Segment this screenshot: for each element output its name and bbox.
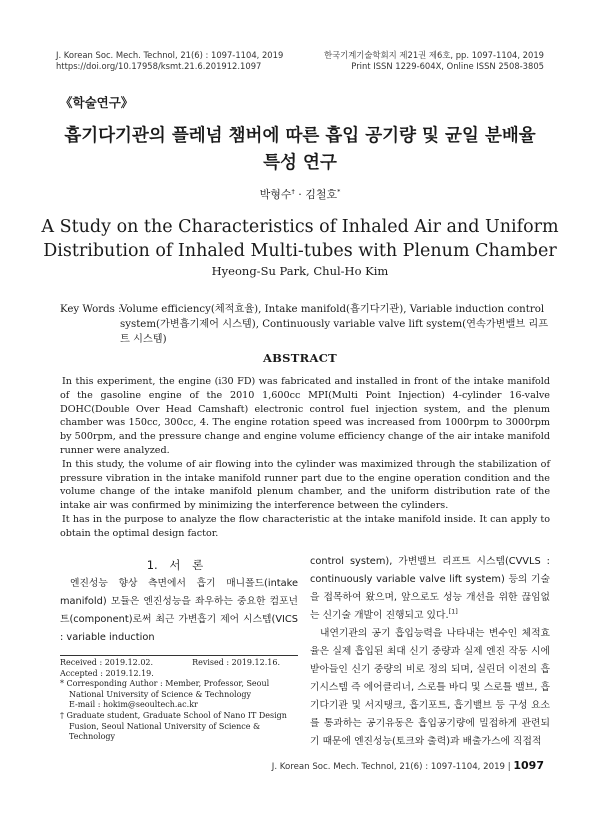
received-revised-row bbox=[60, 658, 298, 669]
journal-header-right bbox=[324, 50, 544, 72]
section-tag: 《학술연구》 bbox=[60, 95, 134, 110]
footer-divider: | bbox=[505, 762, 514, 772]
corresponding-author-note: * Corresponding Author : Member, Professor, Seoul National University of Science & Technology bbox=[60, 679, 270, 699]
accepted-date: Accepted : 2019.12.19. bbox=[60, 668, 154, 678]
english-title bbox=[40, 215, 560, 263]
footnote-divider bbox=[60, 655, 298, 656]
issn-info: Print ISSN 1229-604X, Online ISSN 2508-3805 bbox=[351, 61, 544, 71]
body-paragraph bbox=[310, 553, 550, 625]
english-title-line2: Distribution of Inhaled Multi-tubes with Plenum Chamber bbox=[43, 241, 557, 261]
korean-title bbox=[40, 123, 560, 177]
revised-date: Revised : 2019.12.16. bbox=[192, 658, 280, 667]
abstract-paragraph: In this study, the volume of air flowing into the cylinder was maximized through the stabilization of pressure vibration in the intake manifold runner part due to the engine operation condition and the volume change of the intake manifold plenum chamber, and the uniform distribution rate of the intake air was confirmed by minimizing the interference between the cylinders. bbox=[60, 458, 550, 512]
journal-citation-ko: 한국기계기술학회지 제21권 제6호, pp. 1097-1104, 2019 bbox=[323, 50, 544, 60]
abstract-paragraph: In this experiment, the engine (i30 FD) was fabricated and installed in front of the intake manifold of the gasoline engine of the 2010 1,600cc MPI(Multi Point Injection) 4-cylinder 16-valve DOHC(Double Over Head Camshaft) electronic control fuel injection system, and the plenum chamber was 150cc, 300cc, 4. The engine rotation speed was increased from 1000rpm to 3000rpm by 500rpm, and the pressure change and engine volume efficiency change of the air intake manifold runner were analyzed. bbox=[60, 376, 550, 456]
body-paragraph: 엔진성능 향상 측면에서 흡기 매니폴드(intake manifold) 모듈은 엔진성능을 좌우하는 중요한 컴포넌트(component)로써 최근 가변흡기 제어 시스템(VICS : variable induction bbox=[60, 578, 298, 643]
journal-citation: J. Korean Soc. Mech. Technol, 21(6) : 1097-1104, 2019 bbox=[56, 50, 284, 60]
author-2-mark: * bbox=[337, 187, 341, 196]
author-separator: · bbox=[294, 188, 306, 201]
received-date: Received : 2019.12.02. bbox=[60, 658, 154, 667]
footer-citation: J. Korean Soc. Mech. Technol, 21(6) : 1097-1104, 2019 bbox=[271, 762, 506, 772]
graduate-student-note: † Graduate student, Graduate School of Nano IT Design Fusion, Seoul National University of Science & Technology bbox=[60, 710, 287, 742]
paragraph-text: control system), 가변밸브 리프트 시스템(CVVLS : continuously variable valve lift system) 등의 기술을 접목하여 왔으며, 앞으로도 성능 개선을 위한 끊임없는 신기술 개발이 진행되고 있다. bbox=[310, 556, 550, 621]
keywords-block bbox=[60, 302, 555, 347]
korean-title-line1: 흡기다기관의 플레넘 챔버에 따른 흡입 공기량 및 균일 분배율 bbox=[64, 126, 536, 146]
right-column bbox=[310, 553, 550, 751]
abstract-body bbox=[60, 375, 550, 541]
journal-header-left bbox=[56, 50, 283, 72]
english-authors: Hyeong-Su Park, Chul-Ho Kim bbox=[211, 264, 389, 278]
reference-marker[interactable]: [1] bbox=[448, 607, 458, 616]
left-column bbox=[60, 575, 298, 647]
section-1-heading: 1. 서 론 bbox=[146, 558, 204, 572]
doi-link[interactable]: https://doi.org/10.17958/ksmt.21.6.201912.1097 bbox=[56, 61, 262, 71]
body-paragraph: 내연기관의 공기 흡입능력을 나타내는 변수인 체적효율은 실제 흡입된 최대 신기 중량과 실제 엔진 작동 시에 받아들인 신기 중량의 비로 정의 되며, 실린더 이전의 흡기시스템 즉 에어클리너, 스로틀 바디 및 스로틀 밸브, 흡기다기관 및 서지탱크, 흡기포트, 흡기밸브 등 구성 요소를 통과하는 공기유동은 흡입공기량에 밀접하게 관련되기 때문에 엔진성능(토크와 출력)과 배출가스에 직접적 bbox=[310, 628, 550, 747]
abstract-paragraph: It has in the purpose to analyze the flow characteristic at the intake manifold inside. It can apply to obtain the optimal design factor. bbox=[60, 513, 550, 539]
korean-title-line2: 특성 연구 bbox=[263, 153, 337, 173]
english-title-line1: A Study on the Characteristics of Inhaled Air and Uniform bbox=[41, 217, 559, 237]
abstract-heading: ABSTRACT bbox=[262, 351, 338, 365]
author-1-mark: † bbox=[291, 187, 295, 196]
keywords-text: Volume efficiency(체적효율), Intake manifold(흡기다기관), Variable induction control system(가변흡기제어 시스템), Continuously variable valve lift system(연속가변밸브 리프트 시스템) bbox=[120, 304, 549, 345]
keywords-label: Key Words : bbox=[60, 304, 122, 315]
korean-authors bbox=[0, 186, 600, 202]
page-number: 1097 bbox=[513, 759, 544, 772]
page-footer bbox=[272, 759, 544, 772]
footnotes bbox=[60, 658, 298, 743]
author-1-name: 박형수 bbox=[259, 188, 292, 201]
author-email[interactable]: E-mail : hokim@seoultech.ac.kr bbox=[69, 700, 198, 710]
author-2-name: 김철호 bbox=[305, 188, 338, 201]
